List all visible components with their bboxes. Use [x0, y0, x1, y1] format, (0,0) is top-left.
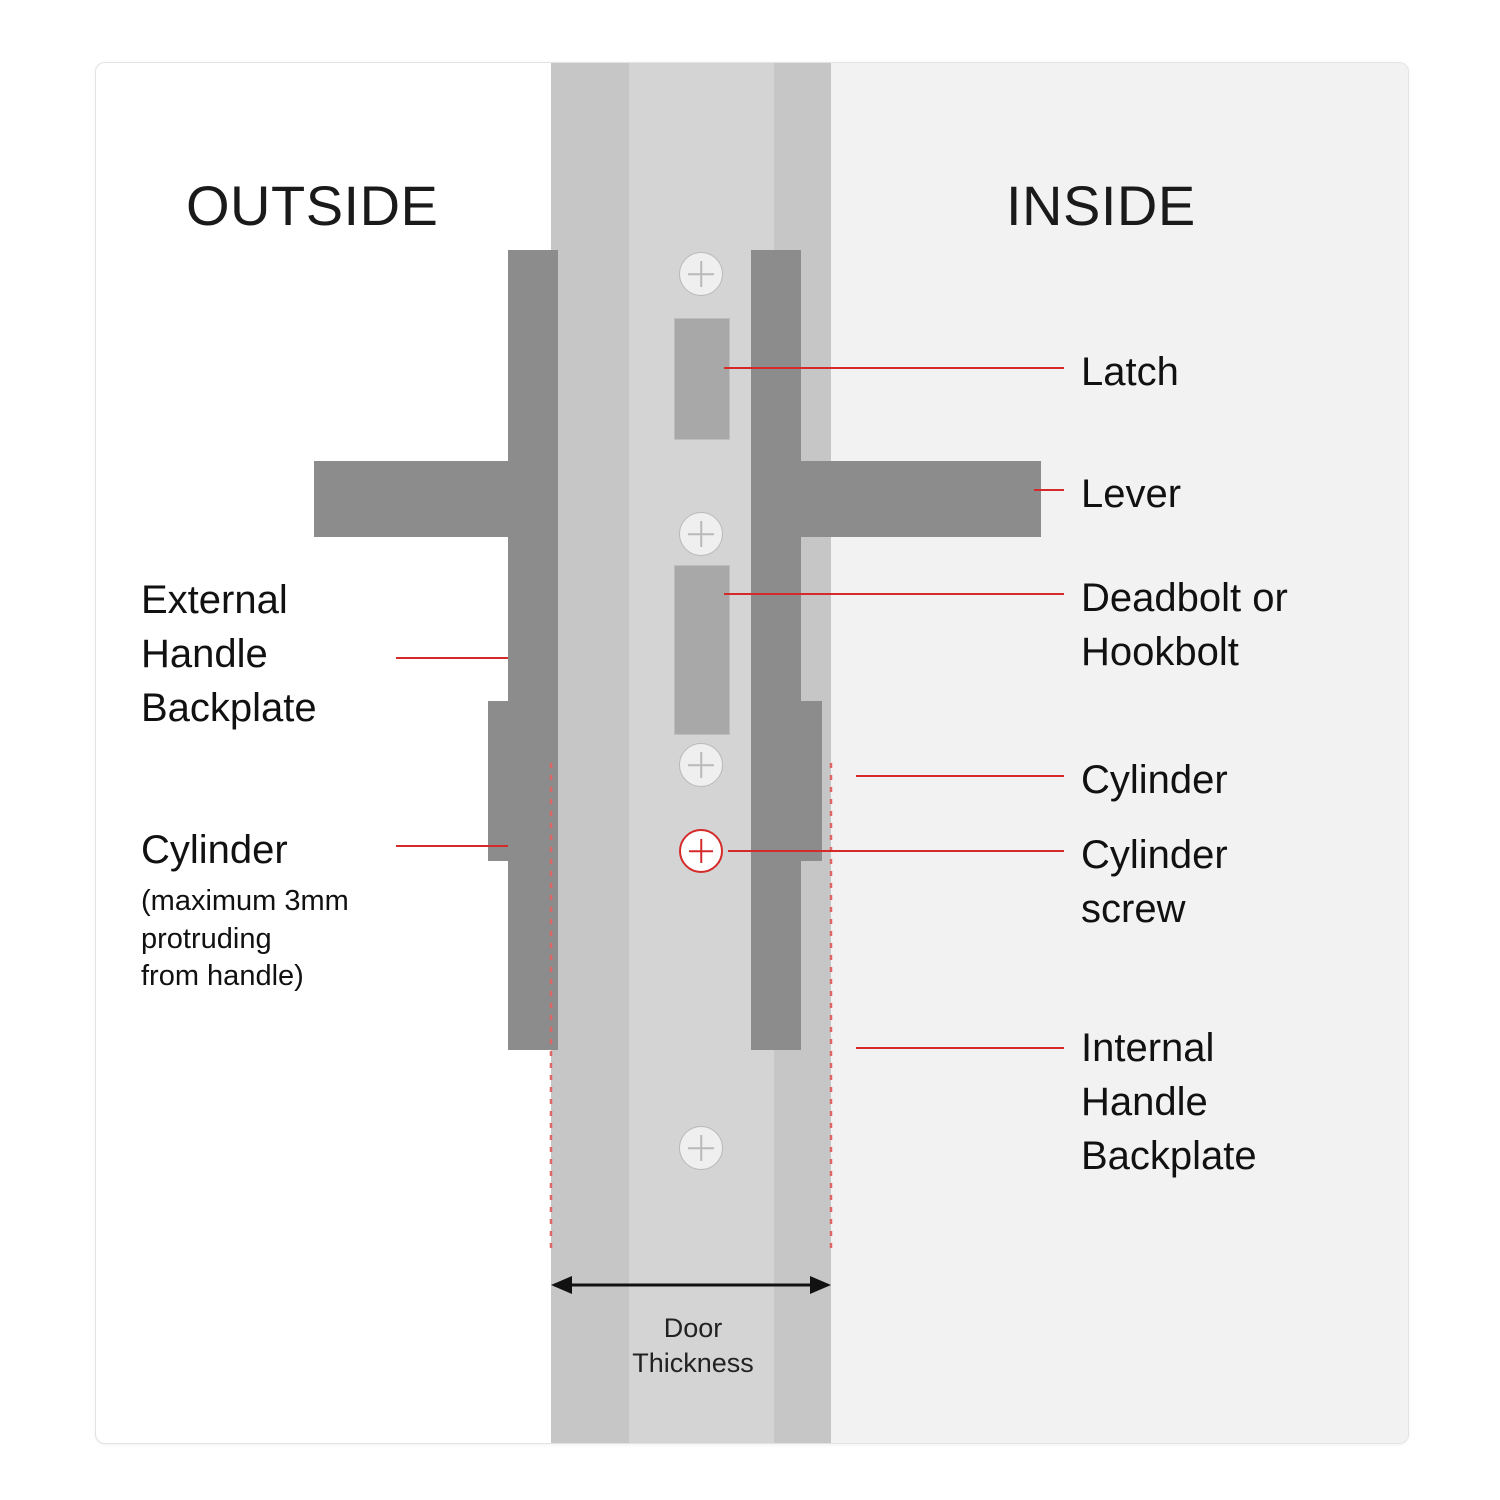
label-cylinder-note-line3: from handle): [141, 960, 304, 993]
label-internal-backplate-line2: Handle: [1081, 1080, 1208, 1124]
screw-top-icon: [679, 252, 723, 296]
label-cylinder-screw-line1: Cylinder: [1081, 833, 1228, 877]
label-external-backplate-line3: Backplate: [141, 686, 317, 730]
deadbolt-bolt: [674, 565, 730, 735]
side-title-inside: INSIDE: [1006, 174, 1196, 237]
label-cylinder-note-line1: (maximum 3mm: [141, 885, 349, 917]
screw-cylinder-icon: [679, 829, 723, 873]
screw-bottom-icon: [679, 1126, 723, 1170]
label-deadbolt-line2: Hookbolt: [1081, 630, 1239, 674]
label-cylinder-note-line2: protruding: [141, 922, 272, 955]
label-deadbolt: [1081, 571, 1288, 679]
label-lever: Lever: [1081, 472, 1182, 516]
internal-lever: [796, 461, 1041, 537]
label-door-thickness-line2: Thickness: [632, 1348, 754, 1379]
external-lever: [314, 461, 554, 537]
screw-lower-mid-icon: [679, 743, 723, 787]
label-cylinder-screw-line2: screw: [1081, 887, 1186, 931]
label-external-handle-backplate: [141, 573, 317, 735]
label-cylinder-outside: Cylinder: [141, 828, 288, 872]
label-cylinder-screw: [1081, 828, 1228, 936]
label-deadbolt-line1: Deadbolt or: [1081, 576, 1288, 620]
external-cylinder-boss: [488, 701, 514, 861]
label-external-backplate-line1: External: [141, 578, 288, 622]
label-internal-backplate-line1: Internal: [1081, 1026, 1215, 1070]
screw-upper-mid-icon: [679, 512, 723, 556]
label-door-thickness: [593, 1311, 793, 1381]
label-external-backplate-line2: Handle: [141, 632, 268, 676]
side-title-outside: OUTSIDE: [186, 174, 439, 237]
external-handle-backplate: [508, 250, 558, 1050]
label-door-thickness-line1: Door: [663, 1313, 723, 1343]
diagram-panel: [95, 62, 1409, 1444]
internal-handle-backplate: [751, 250, 801, 1050]
latch-bolt: [674, 318, 730, 440]
label-cylinder-note: [141, 883, 349, 996]
internal-cylinder-boss: [796, 701, 822, 861]
label-cylinder-inside: Cylinder: [1081, 758, 1228, 802]
label-latch: Latch: [1081, 350, 1179, 394]
label-internal-handle-backplate: [1081, 1021, 1257, 1183]
label-internal-backplate-line3: Backplate: [1081, 1134, 1257, 1178]
